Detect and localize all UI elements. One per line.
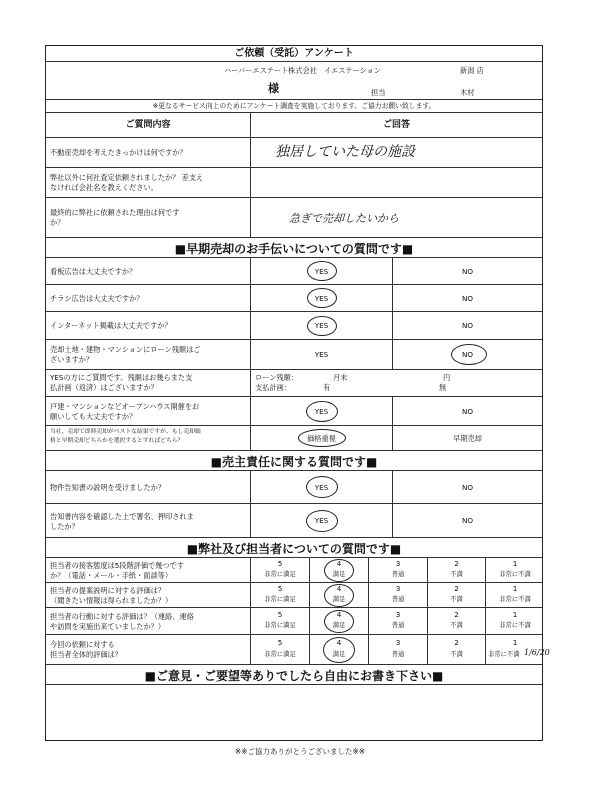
intro-answer-3[interactable]: 急ぎで売却したいから [289,212,399,225]
repayment-no[interactable]: 無 [439,383,447,392]
repayment-plan-label: 支払計画： [255,383,291,392]
section4-row [46,665,542,685]
price-question-line1: 当社、売却で即時売却がベストな結果ですが、もし売却価 [50,429,201,435]
answer-circle-mark [324,584,354,607]
seller-row-2 [46,504,542,538]
loan-question-line2: 払計画（返済）はございますか？ [50,383,158,392]
answer-circle-mark [298,429,346,447]
early-question-1: 看板広告は大丈夫ですか？ [50,267,137,276]
openhouse-question-line2: 願いしても大丈夫ですか？ [50,412,137,421]
signature-date: 1/6/20 [524,648,550,657]
openhouse-yes[interactable]: YES [314,407,329,416]
section3-row [46,538,542,558]
section4-title: ■ご意見・ご要望等ありでしたら自由にお書き下さい■ [144,669,444,683]
answer-circle-mark [324,610,354,633]
intro-row-3 [46,198,542,238]
rating-question-1-line2: か？（電話・メール・手紙・面談等） [50,571,173,580]
early-row-2 [46,285,542,312]
rating-row-4 [46,635,550,665]
rating-2-option-5[interactable]: 5 非常に満足 [250,583,309,608]
early-no-4[interactable]: NO [461,350,474,359]
intro-question-2-line1: 弊社以外に何社査定依頼されましたか？ 差支え [50,173,204,182]
footer-thanks: ※※ご協力ありがとうございました※※ [234,747,366,756]
seller-no-1[interactable]: NO [461,483,474,492]
rating-row-2 [46,583,542,608]
rating-question-4-line2: 担当者全体的評価は？ [50,650,122,659]
staff-label: 担当 [371,88,386,97]
rating-question-4-line1: 今回の依頼に対する [50,640,115,649]
openhouse-row [46,397,542,426]
intro-question-2-line2: なければ会社名を教えください。 [50,183,158,192]
question-header-cell [46,113,250,137]
early-yes-2[interactable]: YES [314,294,329,303]
notice-text: ※更なるサービス向上のためにアンケート調査を実施しております。ご協力お願い致します。 [152,102,436,110]
notice-row [46,100,542,113]
title-row [46,46,542,62]
answer-circle-mark [307,288,337,308]
rating-question-2-line1: 担当者の提案説明に対する評価は？ [50,586,166,595]
loan-month-label: 月末 [333,373,348,382]
answer-circle-mark [306,510,338,532]
company-name: ハーバーエステート株式会社 イエステーション [224,66,381,75]
seller-no-2[interactable]: NO [461,516,474,525]
seller-question-2-line1: 告知書内容を確認した上で署名、押印されま [50,512,194,521]
early-yes-1[interactable]: YES [314,267,329,276]
seller-row-1 [46,471,542,504]
rating-2-option-2[interactable]: 2 不満 [427,583,485,608]
rating-row-1 [46,558,542,583]
rating-row-3 [46,608,542,635]
intro-answer-1[interactable]: 独居していた母の施設 [275,144,415,160]
loan-balance-label: ローン残額： [255,373,298,382]
rating-1-option-4[interactable]: 4 満足 [309,558,368,583]
repayment-yes[interactable]: 有 [323,383,331,392]
seller-yes-1[interactable]: YES [314,483,329,492]
rating-3-option-4[interactable]: 4 満足 [309,608,368,635]
early-no-2[interactable]: NO [461,294,474,303]
early-row-1 [46,258,542,285]
survey-title: ご依頼（受託）アンケート [234,48,354,59]
rating-3-option-1[interactable]: 1 非常に不満 [485,608,544,635]
early-yes-3[interactable]: YES [314,321,329,330]
answer-circle-mark [323,637,355,663]
rating-1-option-3[interactable]: 3 普通 [368,558,427,583]
price-priority-option[interactable]: 価格重視 [307,434,336,443]
rating-4-option-5[interactable]: 5 非常に満足 [250,635,309,665]
staff-name: 木村 [460,88,475,97]
intro-row-1 [46,138,542,168]
rating-3-option-5[interactable]: 5 非常に満足 [250,608,309,635]
rating-question-2-line2: （聞きたい情報は得られましたか？） [50,596,173,605]
rating-4-option-3[interactable]: 3 普通 [368,635,427,665]
openhouse-no[interactable]: NO [461,407,474,416]
customer-suffix: 様 [268,82,279,95]
early-row-3 [46,312,542,340]
seller-yes-2[interactable]: YES [314,516,329,525]
loan-yen-label: 円 [443,373,451,382]
rating-4-option-1[interactable]: 1 非常に不満 1/6/20 [485,635,544,665]
question-header: ご質問内容 [125,120,171,130]
openhouse-question-line1: 戸建・マンションなどオープンハウス開催をお [50,402,200,411]
rating-1-option-1[interactable]: 1 非常に不満 [485,558,544,583]
rating-question-1-line1: 担当者の接客態度は5段階評価で幾つです [50,561,184,570]
answer-circle-mark [307,261,337,281]
seller-question-2-line2: したか？ [50,522,79,531]
loan-question-line1: YESの方にご質問です。残額はお幾らまた支 [50,373,193,382]
early-yes-4[interactable]: YES [314,350,329,359]
early-no-3[interactable]: NO [461,321,474,330]
rating-question-3-line2: や訪問を実施出来ていましたか？） [50,622,166,631]
answer-circle-mark [306,401,338,422]
intro-question-3-line2: か？ [50,218,65,227]
company-row [46,62,542,100]
early-sale-option[interactable]: 早期売却 [453,434,482,443]
intro-question-1: 不動産売却を考えたきっかけは何ですか？ [50,148,187,157]
answer-header: ご回答 [382,120,410,130]
branch-name: 新潟 店 [460,66,484,75]
rating-question-3-line1: 担当者の行動に対する評価は？（連絡、連絡 [50,612,194,621]
rating-2-option-4[interactable]: 4 満足 [309,583,368,608]
early-question-4-line1: 売却土地・建物・マンションにローン残額はご [50,345,201,354]
answer-circle-mark [306,476,338,498]
rating-4-option-4[interactable]: 4 満足 [309,635,368,665]
price-row [46,426,542,451]
rating-1-option-5[interactable]: 5 非常に満足 [250,558,309,583]
rating-2-option-3[interactable]: 3 普通 [368,583,427,608]
answer-header-cell [250,113,542,137]
header-row [46,113,542,138]
rating-3-option-2[interactable]: 2 不満 [427,608,485,635]
comment-area[interactable] [46,685,542,740]
section3-title: ■弊社及び担当者についての質問です■ [186,542,402,556]
early-row-4 [46,340,542,370]
early-no-1[interactable]: NO [461,267,474,276]
section2-title: ■売主責任に関する質問です■ [210,455,378,469]
answer-circle-mark [451,344,487,365]
intro-row-2 [46,168,542,198]
section1-title: ■早期売却のお手伝いについての質問です■ [174,242,414,256]
price-question-line2: 格と早期売却どちらかを選択するとすればどちら？ [50,438,184,444]
answer-circle-mark [324,559,354,582]
early-question-4-line2: ざいますか？ [50,355,94,364]
section1-row [46,238,542,258]
early-question-3: インターネット掲載は大丈夫ですか？ [50,321,172,330]
rating-2-option-1[interactable]: 1 非常に不満 [485,583,544,608]
survey-sheet [45,45,550,741]
rating-1-option-2[interactable]: 2 不満 [427,558,485,583]
seller-question-1: 物件告知書の説明を受けましたか？ [50,483,166,492]
section2-row [46,451,542,471]
intro-question-3-line1: 最終的に弊社に依頼された理由は何です [50,208,180,217]
answer-circle-mark [307,316,337,336]
loan-row [46,370,542,397]
rating-4-option-2[interactable]: 2 不満 [427,635,485,665]
early-question-2: チラシ広告は大丈夫ですか？ [50,294,144,303]
rating-3-option-3[interactable]: 3 普通 [368,608,427,635]
